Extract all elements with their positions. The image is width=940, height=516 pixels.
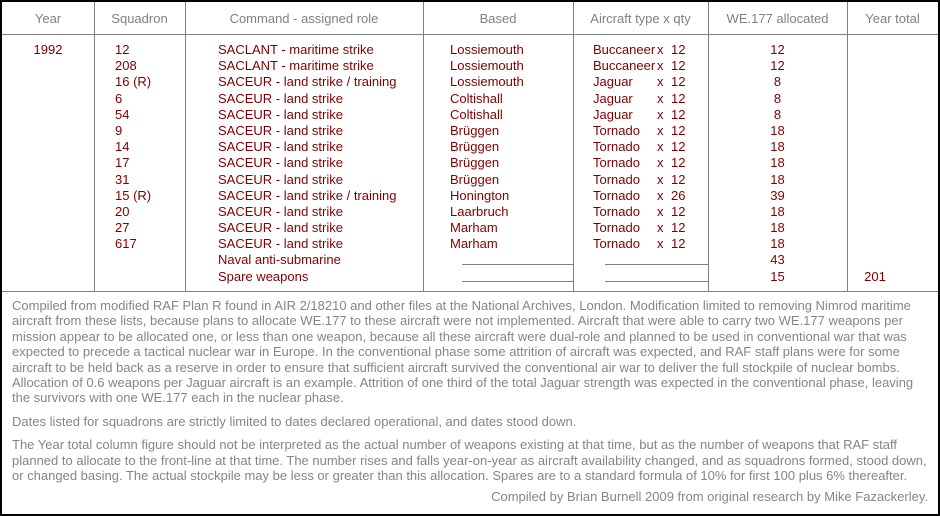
year-cell xyxy=(2,252,94,268)
table-row xyxy=(2,42,938,58)
command-cell: SACEUR - land strike xyxy=(218,122,343,138)
yeartotal-cell xyxy=(847,107,938,123)
squadron-cell: 20 xyxy=(115,203,130,219)
allocated-cell: 12 xyxy=(770,58,785,74)
footnote-line: expected to precede a tactical nuclear war in Europe. In the conventional phase some attrition of aircraft was expected, and RAF staff plans were for some xyxy=(12,344,900,360)
based-cell: Marham xyxy=(450,236,498,252)
allocated-cell: 18 xyxy=(770,220,785,236)
based-cell: Laarbruch xyxy=(450,203,509,219)
aircraft-type: Tornado xyxy=(593,122,640,138)
command-cell: SACEUR - land strike xyxy=(218,203,343,219)
command-cell: SACEUR - land strike xyxy=(218,236,343,252)
blank-rule xyxy=(462,252,573,265)
column-divider xyxy=(573,2,574,291)
footnote-paragraph-1 xyxy=(12,298,928,406)
table-header-row xyxy=(2,2,938,35)
squadron-cell xyxy=(94,269,185,285)
footnotes xyxy=(2,292,938,505)
column-divider xyxy=(708,2,709,291)
command-cell: Spare weapons xyxy=(218,268,309,284)
aircraft-qty: 12 xyxy=(671,139,686,155)
based-cell: Coltishall xyxy=(450,106,503,122)
table-row xyxy=(2,74,938,90)
footnote-line: Compiled from modified RAF Plan R found in AIR 2/18210 and other files at the National Archives, London. Modification limited to removing Nimrod maritime xyxy=(12,298,911,313)
squadron-cell: 617 xyxy=(115,236,137,252)
table-row xyxy=(2,155,938,171)
year-cell xyxy=(2,123,94,139)
table-row xyxy=(2,236,938,252)
allocated-cell: 8 xyxy=(773,106,782,122)
year-cell xyxy=(2,107,94,123)
header-based: Based xyxy=(479,10,517,26)
aircraft-cell xyxy=(573,188,708,204)
allocated-cell: 18 xyxy=(770,236,785,252)
footnote-line: or changed basing. The actual stockpile may be less or greater than this allocation. Spares are to a standard formula of 10% for first 100 plus 6% thereafter. xyxy=(12,468,908,484)
command-cell: SACEUR - land strike xyxy=(218,220,343,236)
squadron-cell: 27 xyxy=(115,220,130,236)
footnote-paragraph-2 xyxy=(12,414,928,429)
table-row xyxy=(2,91,938,107)
qty-separator: x xyxy=(657,139,664,155)
allocated-cell: 39 xyxy=(770,187,785,203)
aircraft-cell xyxy=(573,155,708,171)
aircraft-cell xyxy=(573,236,708,252)
table-row xyxy=(2,139,938,155)
year-cell xyxy=(2,91,94,107)
column-divider xyxy=(423,2,424,291)
table-row-spares xyxy=(2,269,938,285)
allocated-cell: 15 xyxy=(770,268,785,284)
aircraft-qty: 12 xyxy=(671,171,686,187)
allocated-cell: 12 xyxy=(770,42,785,57)
table-body xyxy=(2,35,938,285)
yeartotal-cell xyxy=(847,236,938,252)
command-cell: SACLANT - maritime strike xyxy=(218,58,374,74)
qty-separator: x xyxy=(657,187,664,203)
aircraft-type: Tornado xyxy=(593,171,640,187)
aircraft-type: Tornado xyxy=(593,220,640,236)
allocated-cell: 8 xyxy=(773,90,782,106)
table-row xyxy=(2,188,938,204)
based-cell: Honington xyxy=(450,187,510,203)
allocated-cell: 43 xyxy=(770,252,785,268)
aircraft-type: Tornado xyxy=(593,236,640,252)
aircraft-type: Tornado xyxy=(593,139,640,155)
aircraft-qty: 12 xyxy=(671,122,686,138)
footnote-line: Dates listed for squadrons are strictly limited to dates declared operational, and dates stood down. xyxy=(12,413,577,429)
yeartotal-cell xyxy=(847,188,938,204)
qty-separator: x xyxy=(657,203,664,219)
command-cell: SACEUR - land strike / training xyxy=(218,74,397,90)
yeartotal-cell: 201 xyxy=(864,268,886,284)
based-cell: Coltishall xyxy=(450,90,503,106)
header-aircraft: Aircraft type x qty xyxy=(590,10,691,26)
aircraft-cell xyxy=(573,252,708,268)
header-command: Command - assigned role xyxy=(229,10,379,26)
qty-separator: x xyxy=(657,42,664,57)
table-row xyxy=(2,123,938,139)
year-cell: 1992 xyxy=(33,42,63,57)
allocated-cell: 18 xyxy=(770,171,785,187)
squadron-cell: 12 xyxy=(115,42,130,57)
qty-separator: x xyxy=(657,106,664,122)
header-allocated: WE.177 allocated xyxy=(726,10,829,26)
year-cell xyxy=(2,172,94,188)
yeartotal-cell xyxy=(847,220,938,236)
allocated-cell: 8 xyxy=(773,74,782,90)
based-cell: Lossiemouth xyxy=(450,42,524,57)
header-year: Year xyxy=(34,10,62,26)
year-cell xyxy=(2,204,94,220)
squadron-cell: 54 xyxy=(115,106,130,122)
aircraft-cell xyxy=(573,42,708,58)
yeartotal-cell xyxy=(847,91,938,107)
based-cell: Brüggen xyxy=(450,171,500,187)
aircraft-type: Buccaneer xyxy=(593,58,656,74)
command-cell: SACEUR - land strike xyxy=(218,171,343,187)
column-divider xyxy=(185,2,186,291)
year-cell xyxy=(2,58,94,74)
allocated-cell: 18 xyxy=(770,139,785,155)
yeartotal-cell xyxy=(847,123,938,139)
aircraft-cell xyxy=(573,204,708,220)
aircraft-qty: 12 xyxy=(671,155,686,171)
column-divider xyxy=(94,2,95,291)
yeartotal-cell xyxy=(847,155,938,171)
year-cell xyxy=(2,74,94,90)
qty-separator: x xyxy=(657,58,664,74)
squadron-cell: 15 (R) xyxy=(115,187,152,203)
allocated-cell: 18 xyxy=(770,122,785,138)
aircraft-qty: 12 xyxy=(671,58,686,74)
aircraft-qty: 12 xyxy=(671,203,686,219)
aircraft-cell xyxy=(573,269,708,285)
squadron-cell xyxy=(94,252,185,268)
footnote-line: aircraft to be held back as a reserve in order to ensure that sufficient aircraft survived the conventional air war to deliver the full stockpile of nuclear bombs. xyxy=(12,359,900,375)
command-cell: Naval anti-submarine xyxy=(218,252,341,268)
based-cell xyxy=(423,269,573,285)
aircraft-cell xyxy=(573,220,708,236)
command-cell: SACEUR - land strike xyxy=(218,155,343,171)
based-cell: Marham xyxy=(450,220,498,236)
table-row xyxy=(2,220,938,236)
aircraft-qty: 26 xyxy=(671,187,686,203)
based-cell: Brüggen xyxy=(450,122,500,138)
aircraft-qty: 12 xyxy=(671,74,686,90)
aircraft-qty: 12 xyxy=(671,220,686,236)
based-cell xyxy=(423,252,573,268)
blank-rule xyxy=(605,252,708,265)
command-cell: SACEUR - land strike xyxy=(218,90,343,106)
blank-rule xyxy=(462,269,573,282)
column-divider xyxy=(847,2,848,291)
year-cell xyxy=(2,139,94,155)
aircraft-type: Tornado xyxy=(593,155,640,171)
footnote-line: mission appear to be allocated one, or less than one weapon, because all these aircraft were dual-role and planned to be used in conventional war that was xyxy=(12,328,907,344)
table-row xyxy=(2,172,938,188)
table-row xyxy=(2,58,938,74)
yeartotal-cell xyxy=(847,204,938,220)
yeartotal-cell xyxy=(847,139,938,155)
aircraft-qty: 12 xyxy=(671,236,686,252)
aircraft-cell xyxy=(573,107,708,123)
squadron-cell: 9 xyxy=(115,122,123,138)
squadron-cell: 31 xyxy=(115,171,130,187)
qty-separator: x xyxy=(657,236,664,252)
qty-separator: x xyxy=(657,155,664,171)
aircraft-cell xyxy=(573,91,708,107)
yeartotal-cell xyxy=(847,172,938,188)
footnote-line: the survivors with one WE.177 each in the nuclear phase. xyxy=(12,390,344,406)
footnote-line: Allocation of 0.6 weapons per Jaguar aircraft is an example. Attrition of one third of the total Jaguar strength was expected in the conventional phase, leaving xyxy=(12,375,914,391)
qty-separator: x xyxy=(657,122,664,138)
credit-line: Compiled by Brian Burnell 2009 from original research by Mike Fazackerley. xyxy=(491,489,928,505)
based-cell: Brüggen xyxy=(450,139,500,155)
command-cell: SACEUR - land strike / training xyxy=(218,187,397,203)
footnote-line: aircraft from these lists, because plans to allocate WE.177 to these aircraft were not implemented. Aircraft that were able to carry two WE.177 weapons per xyxy=(12,313,903,329)
based-cell: Brüggen xyxy=(450,155,500,171)
aircraft-cell xyxy=(573,58,708,74)
year-cell xyxy=(2,188,94,204)
yeartotal-cell xyxy=(847,58,938,74)
year-cell xyxy=(2,220,94,236)
yeartotal-cell xyxy=(847,42,938,58)
command-cell: SACEUR - land strike xyxy=(218,106,343,122)
based-cell: Lossiemouth xyxy=(450,58,524,74)
aircraft-qty: 12 xyxy=(671,106,686,122)
based-cell: Lossiemouth xyxy=(450,74,524,90)
squadron-cell: 14 xyxy=(115,139,130,155)
footnote-line: The Year total column figure should not be interpreted as the actual number of weapons existing at that time, but as the number of weapons that RAF staff xyxy=(12,437,898,453)
squadron-cell: 208 xyxy=(115,58,137,74)
aircraft-cell xyxy=(573,139,708,155)
allocation-table xyxy=(2,2,938,292)
table-row xyxy=(2,107,938,123)
qty-separator: x xyxy=(657,220,664,236)
year-cell xyxy=(2,155,94,171)
squadron-cell: 17 xyxy=(115,155,130,171)
squadron-cell: 16 (R) xyxy=(115,74,152,90)
header-yeartotal: Year total xyxy=(865,10,920,26)
command-cell: SACEUR - land strike xyxy=(218,139,343,155)
allocated-cell: 18 xyxy=(770,203,785,219)
yeartotal-cell xyxy=(847,74,938,90)
aircraft-type: Tornado xyxy=(593,203,640,219)
allocated-cell: 18 xyxy=(770,155,785,171)
aircraft-qty: 12 xyxy=(671,42,686,57)
aircraft-cell xyxy=(573,123,708,139)
aircraft-type: Jaguar xyxy=(593,74,633,90)
aircraft-cell xyxy=(573,74,708,90)
table-row xyxy=(2,204,938,220)
squadron-cell: 6 xyxy=(115,90,123,106)
qty-separator: x xyxy=(657,171,664,187)
qty-separator: x xyxy=(657,74,664,90)
footnote-line: planned to allocate to the front-line at that time. The number rises and falls year-on-year as aircraft availability changed, and as squadrons formed, stood down, xyxy=(12,452,927,468)
command-cell: SACLANT - maritime strike xyxy=(218,42,374,57)
footnote-paragraph-3 xyxy=(12,437,928,483)
aircraft-type: Tornado xyxy=(593,187,640,203)
header-squadron: Squadron xyxy=(111,10,168,26)
table-row-naval xyxy=(2,252,938,268)
aircraft-type: Jaguar xyxy=(593,90,633,106)
qty-separator: x xyxy=(657,90,664,106)
year-cell xyxy=(2,269,94,285)
aircraft-qty: 12 xyxy=(671,90,686,106)
aircraft-type: Jaguar xyxy=(593,106,633,122)
aircraft-cell xyxy=(573,172,708,188)
aircraft-type: Buccaneer xyxy=(593,42,656,57)
blank-rule xyxy=(605,269,708,282)
yeartotal-cell xyxy=(847,252,938,268)
year-cell xyxy=(2,236,94,252)
